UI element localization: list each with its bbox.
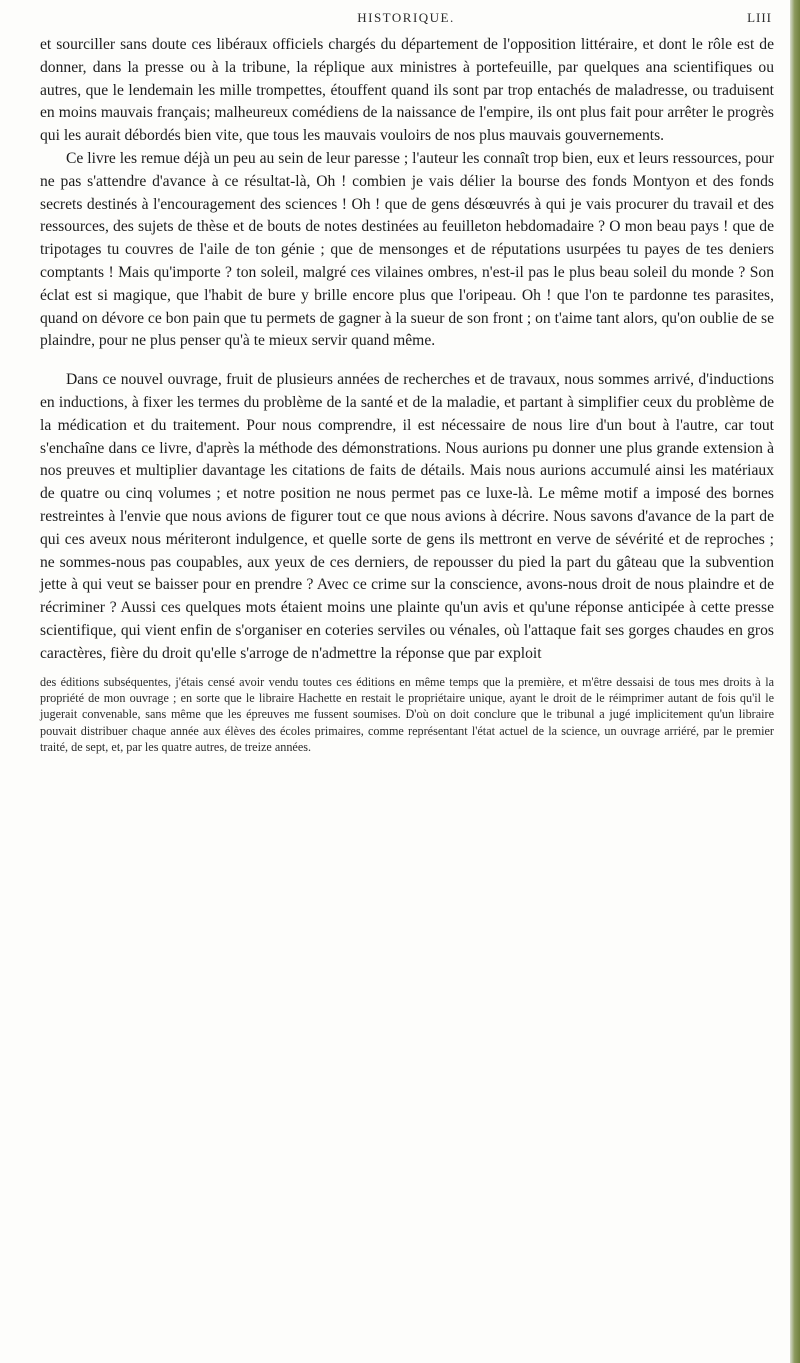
page-edge-strip: [790, 0, 800, 1363]
paragraph-continued: et sourciller sans doute ces libéraux officiels chargés du département de l'opposition littéraire, et dont le rôle est de donner, dans la presse ou à la tribune, la réplique aux ministres à portefeuille, par quelques ana scientifiques ou autres, que le lendemain les mille trompettes, étouffent quand ils sont par trop entachés de maladresse, ou traduisent en moins mauvais français; malheureux comédiens de la naissance de l'empire, ils ont plus fait pour arrêter le progrès qui les aurait débordés bien vite, que tous les mauvais vouloirs de nos plus mauvais gouvernements.: [40, 36, 774, 145]
running-head: [40, 10, 772, 32]
paragraph: Ce livre les remue déjà un peu au sein de leur paresse ; l'auteur les connaît trop bien, eux et leurs ressources, pour ne pas s'attendre d'avance à ce résultat-là, Oh ! combien je vais délier la bourse des fonds Montyon et des fonds secrets destinés à l'encouragement des sciences ! Oh ! que de gens désœuvrés à qui je vais procurer du travail et des ressources, des sujets de thèse et de bouts de notes destinées au feuilleton hebdomadaire ? O mon beau pays ! que de tripotages tu couvres de l'aile de ton génie ; que de mensonges et de réputations usurpées tu payes de tes deniers comptants ! Mais qu'importe ? ton soleil, malgré ces vilaines ombres, n'est-il pas le plus beau soleil du monde ? Son éclat est si magique, que l'habit de bure y brille encore plus que l'oripeau. Oh ! que l'on te pardonne tes parasites, quand on dévore ce bon pain que tu permets de gagner à la sueur de son front ; on t'aime tant alors, qu'on oublie de se plaindre, pour ne plus penser qu'à te mieux servir quand même.: [40, 149, 774, 350]
paragraph: Dans ce nouvel ouvrage, fruit de plusieurs années de recherches et de travaux, nous sommes arrivé, d'inductions en inductions, à fixer les termes du problème de la santé et de la maladie, et partant à simplifier ceux du problème de la médication et du traitement. Pour nous comprendre, il est nécessaire de nous lire d'un bout à l'autre, car tout s'enchaîne dans ce livre, d'après la méthode des démonstrations. Nous aurions pu donner une plus grande extension à nos preuves et multiplier davantage les citations de faits de détails. Mais nous aurions accumulé ainsi les matériaux de quatre ou cinq volumes ; et notre position ne nous permet pas ce luxe-là. Le même motif a imposé des bornes restreintes à l'envie que nous avions de figurer tout ce que nous avions à décrire. Nous savons d'avance de la part de qui ces aveux nous mériteront indulgence, et quelle sorte de gens ils mettront en verve de sévérité et de reproches ; ne sommes-nous pas coupables, aux yeux de ces derniers, de repousser du pied la part du gâteau que la subvention jette à qui veut se baisser pour en prendre ? Avec ce crime sur la conscience, avons-nous droit de nous plaindre et de récriminer ? Aussi ces quelques mots étaient moins une plainte qu'un avis et qu'une réponse anticipée à cette presse scientifique, qui vient enfin de s'organiser en coteries serviles ou vénales, où l'attaque fait ses gorges chaudes en gros caractères, fière du droit qu'elle s'arroge de n'admettre la réponse que par exploit: [40, 371, 774, 662]
footnote: des éditions subséquentes, j'étais censé avoir vendu toutes ces éditions en même temps que la première, et m'être dessaisi de tous mes droits à la propriété de mon ouvrage ; en sorte que le libraire Hachette en restait le propriétaire unique, ayant le droit de le réimprimer autant de fois qu'il le jugerait convenable, sans même que les épreuves me fussent soumises. D'où on doit conclure que le tribunal a jugé implicitement qu'un libraire pouvait distribuer chaque année aux élèves des écoles primaires, comme représentant l'état actuel de la science, un ouvrage arriéré, par le premier traité, de sept, et, par les quatre autres, de treize années.: [40, 674, 774, 755]
main-text: [40, 34, 774, 756]
running-title: HISTORIQUE.: [357, 10, 455, 25]
page-number: LIII: [747, 10, 772, 25]
